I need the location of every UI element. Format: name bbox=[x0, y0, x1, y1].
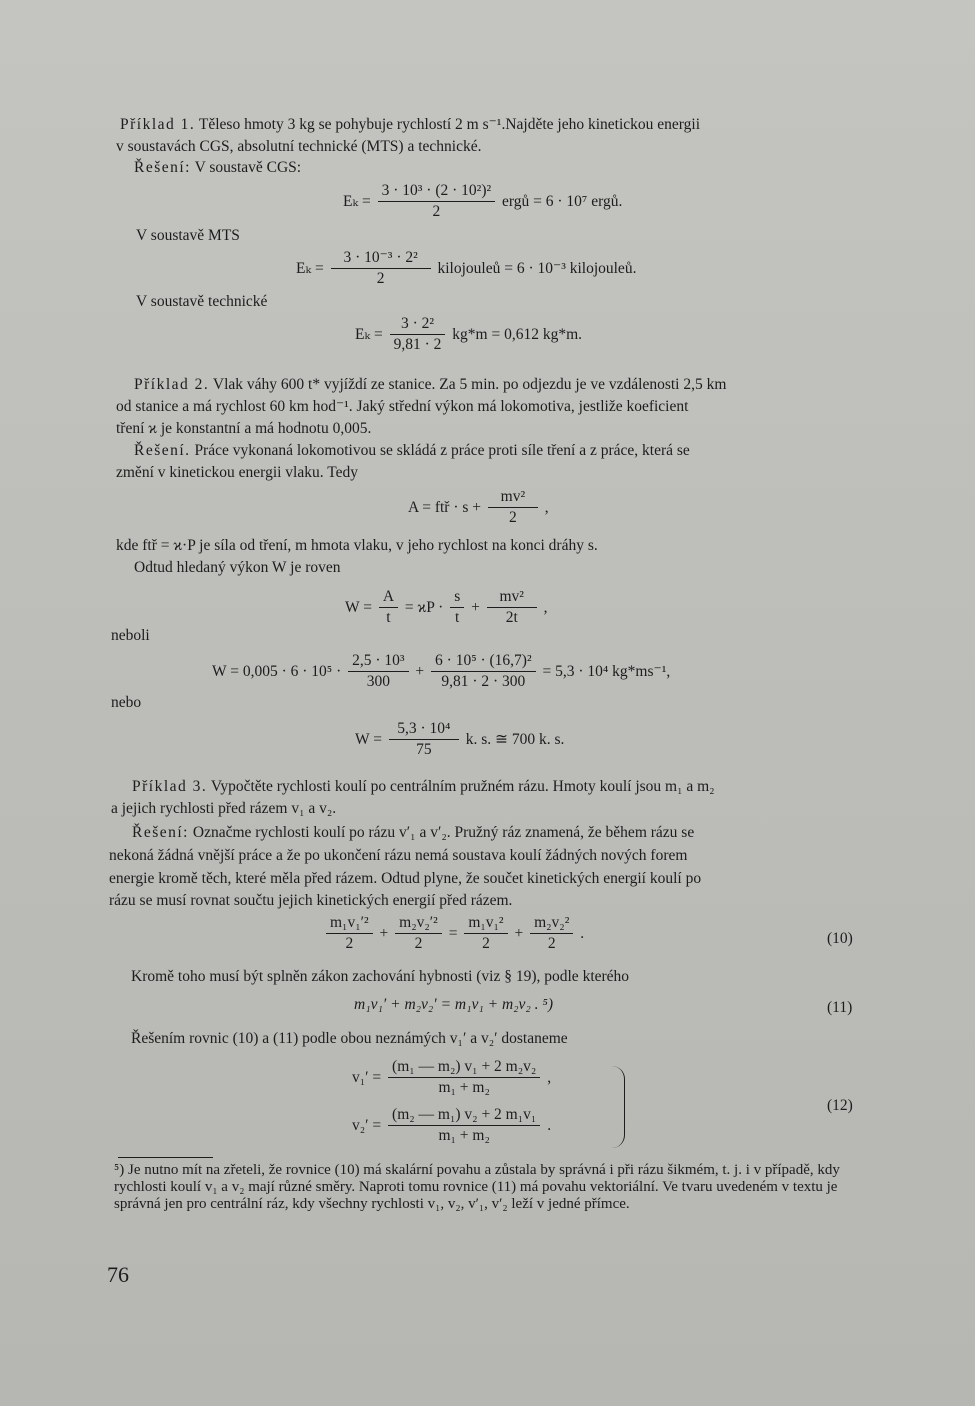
denominator: t bbox=[455, 609, 460, 626]
fraction bbox=[388, 1058, 540, 1097]
denominator: 9,81 · 2 · 300 bbox=[441, 673, 526, 690]
eq-12-number: (12) bbox=[827, 1097, 853, 1114]
eq-rhs: = 5,3 · 10⁴ kg*ms⁻¹, bbox=[542, 663, 671, 680]
eq-rhs: kilojouleů = 6 · 10⁻³ kilojouleů. bbox=[437, 259, 637, 277]
denominator: 2 bbox=[345, 935, 354, 952]
ex2-line-1 bbox=[134, 374, 726, 396]
eq-end: , bbox=[543, 598, 548, 616]
ex1-line-1 bbox=[120, 114, 700, 136]
fraction bbox=[488, 488, 538, 527]
denominator: 2 bbox=[509, 509, 517, 526]
eq-end: , bbox=[544, 498, 549, 516]
denominator: 2 bbox=[414, 935, 423, 952]
denominator: 2 bbox=[432, 203, 441, 220]
eq-lhs: Eₖ = bbox=[296, 259, 324, 277]
plus: + bbox=[471, 598, 480, 616]
ex2-solution-label: Řešení. bbox=[134, 442, 191, 459]
plus: + bbox=[379, 924, 389, 942]
ex3-line-2: a jejich rychlosti před rázem v₁ a v₂. bbox=[111, 800, 337, 817]
ex2-solution-line-1 bbox=[134, 440, 690, 462]
denominator: m₁ + m₂ bbox=[438, 1127, 490, 1144]
ex1-solution-text: V soustavě CGS: bbox=[194, 159, 302, 176]
eq-mid: = ϰP · bbox=[404, 598, 444, 616]
fraction bbox=[388, 1106, 540, 1145]
eq-rhs: ergů = 6 · 10⁷ ergů. bbox=[502, 192, 623, 210]
equals: = bbox=[448, 924, 458, 942]
ex2-label: Příklad 2. bbox=[134, 376, 210, 393]
eq-rhs: kg*m = 0,612 kg*m. bbox=[452, 325, 583, 343]
numerator: m₂v₂′² bbox=[395, 914, 442, 934]
ex3-krome: Kromě toho musí být splněn zákon zachování hybnosti (viz § 19), podle kterého bbox=[131, 968, 630, 985]
ex2-line-2: od stanice a má rychlost 60 km hod⁻¹. Jaký střední výkon má lokomotiva, jestliže koeficient bbox=[116, 398, 689, 415]
fraction bbox=[395, 914, 442, 953]
ex1-label: Příklad 1. bbox=[120, 116, 196, 133]
eq-11: m₁v₁′ + m₂v₂′ = m₁v₁ + m₂v₂ . ⁵) bbox=[354, 996, 553, 1013]
eq-10-number: (10) bbox=[827, 930, 853, 947]
ex3-solution-line-3: energie kromě těch, které měla před rázem. Odtud plyne, že součet kinetických energií koulí po bbox=[109, 870, 702, 887]
ex1-mts-label: V soustavě MTS bbox=[136, 227, 240, 244]
ex2-nebo: nebo bbox=[111, 694, 142, 711]
eq-lhs: W = bbox=[355, 730, 382, 748]
eq-end: . bbox=[580, 924, 585, 942]
ex3-line-1 bbox=[132, 776, 715, 798]
eq-lhs: Eₖ = bbox=[343, 193, 371, 210]
fraction bbox=[378, 182, 496, 221]
numerator: 3 · 10⁻³ · 2² bbox=[331, 248, 431, 269]
fraction bbox=[389, 720, 459, 759]
eq-end: . bbox=[547, 1116, 552, 1134]
eq-rhs: k. s. ≅ 700 k. s. bbox=[465, 731, 565, 748]
eq-lhs: Eₖ = bbox=[355, 326, 383, 343]
ex2-eq-hp bbox=[355, 720, 564, 759]
ex2-neboli: neboli bbox=[111, 627, 150, 644]
ex2-eq-work bbox=[408, 488, 549, 527]
eq-lhs: W = 0,005 · 6 · 10⁵ · bbox=[212, 662, 342, 680]
eq-12a bbox=[352, 1058, 551, 1097]
ex2-solution-line-2: změní v kinetickou energii vlaku. Tedy bbox=[116, 464, 358, 481]
ex1-eq-mts bbox=[296, 248, 636, 288]
ex3-solution-line-2: nekoná žádná vnější práce a že po ukončení rázu nemá soustava koulí žádných nových forem bbox=[109, 847, 688, 864]
ex3-reseni-line: Řešením rovnic (10) a (11) podle obou neznámých v₁′ a v₂′ dostaneme bbox=[131, 1030, 568, 1047]
ex1-solution-line bbox=[134, 157, 301, 179]
denominator: 2t bbox=[505, 609, 518, 626]
fraction bbox=[379, 588, 398, 627]
eq-lhs: W = bbox=[345, 598, 372, 616]
denominator: 2 bbox=[547, 935, 556, 952]
ex3-solution-text: Označme rychlosti koulí po rázu v′₁ a v′₂. Pružný ráz znamená, že během rázu se bbox=[192, 824, 695, 841]
ex3-label: Příklad 3. bbox=[132, 778, 208, 795]
ex2-odtud: Odtud hledaný výkon W je roven bbox=[134, 559, 341, 576]
fraction bbox=[348, 652, 408, 691]
ex1-eq-tech bbox=[355, 315, 582, 354]
numerator: A bbox=[379, 588, 398, 608]
fraction bbox=[450, 588, 464, 627]
eq-12b bbox=[352, 1106, 551, 1145]
numerator: m₁v₁² bbox=[464, 914, 507, 934]
denominator: t bbox=[386, 609, 391, 626]
ex2-line-3: tření ϰ je konstantní a má hodnotu 0,005. bbox=[116, 420, 372, 437]
ex2-solution-text: Práce vykonaná lokomotivou se skládá z práce proti síle tření a z práce, která se bbox=[194, 442, 690, 459]
ex1-text-1: Těleso hmoty 3 kg se pohybuje rychlostí 2 m s⁻¹.Najděte jeho kinetickou energii bbox=[198, 116, 701, 133]
footnote bbox=[114, 1162, 859, 1213]
ex2-text-1: Vlak váhy 600 t* vyjíždí ze stanice. Za 5 min. po odjezdu je ve vzdálenosti 2,5 km bbox=[212, 376, 727, 393]
ex2-eq-power bbox=[345, 588, 547, 627]
denominator: 9,81 · 2 bbox=[393, 336, 442, 353]
plus: + bbox=[514, 924, 524, 942]
eq-10 bbox=[323, 914, 584, 953]
ex2-eq-power-numeric bbox=[212, 652, 670, 691]
ex1-solution-label: Řešení: bbox=[134, 159, 191, 176]
numerator: 3 · 10³ · (2 · 10²)² bbox=[378, 182, 496, 202]
numerator: m₁v₁′² bbox=[326, 914, 373, 934]
numerator: s bbox=[450, 588, 464, 608]
denominator: 75 bbox=[416, 741, 432, 758]
ex1-line-2: v soustavách CGS, absolutní technické (MTS) a technické. bbox=[116, 138, 482, 155]
denominator: m₁ + m₂ bbox=[438, 1079, 490, 1096]
denominator: 2 bbox=[376, 270, 385, 287]
numerator: mv² bbox=[487, 588, 537, 608]
fraction bbox=[331, 248, 431, 288]
numerator: m₂v₂² bbox=[530, 914, 573, 934]
numerator: (m₁ — m₂) v₁ + 2 m₂v₂ bbox=[388, 1058, 540, 1078]
ex1-eq-cgs bbox=[343, 182, 622, 221]
footnote-mark: ⁵) bbox=[114, 1162, 125, 1178]
plus: + bbox=[415, 662, 425, 680]
fraction bbox=[530, 914, 573, 953]
numerator: 2,5 · 10³ bbox=[348, 652, 408, 672]
right-brace bbox=[612, 1066, 625, 1148]
ex3-solution-label: Řešení: bbox=[132, 824, 189, 841]
footnote-text: Je nutno mít na zřeteli, že rovnice (10) má skalární povahu a zůstala by správná i při rázu šikmém, t. j. i v případě, kdy rychlosti koulí v₁ a v₂ mají různé směry. Naproti tomu rovnice (11) má povahu vektoriální. Ve tvaru uvedeném v textu je správná jen pro centrální ráz, kdy všechny rychlosti v₁, v₂, v′₁, v′₂ leží v jedné přímce. bbox=[114, 1162, 840, 1212]
numerator: (m₂ — m₁) v₂ + 2 m₁v₁ bbox=[388, 1106, 540, 1126]
denominator: 300 bbox=[366, 673, 390, 690]
eq-lhs: v₁′ = bbox=[352, 1068, 382, 1086]
ex3-solution-line-1 bbox=[132, 822, 694, 844]
numerator: 3 · 2² bbox=[390, 315, 446, 335]
eq-11-number: (11) bbox=[827, 999, 853, 1016]
eq-lhs: v₂′ = bbox=[352, 1116, 382, 1134]
ex1-tech-label: V soustavě technické bbox=[136, 293, 268, 310]
fraction bbox=[487, 588, 537, 627]
denominator: 2 bbox=[482, 935, 490, 952]
fraction bbox=[464, 914, 507, 953]
numerator: 5,3 · 10⁴ bbox=[389, 720, 459, 740]
page-number: 76 bbox=[107, 1262, 129, 1287]
numerator: 6 · 10⁵ · (16,7)² bbox=[431, 652, 536, 672]
numerator: mv² bbox=[488, 488, 538, 508]
ex3-solution-line-4: rázu se musí rovnat součtu jejich kinetických energií před rázem. bbox=[109, 892, 513, 909]
ex3-text-1: Vypočtěte rychlosti koulí po centrálním pružném rázu. Hmoty koulí jsou m₁ a m₂ bbox=[210, 778, 715, 795]
fraction bbox=[326, 914, 373, 953]
fraction bbox=[390, 315, 446, 354]
eq-lhs: A = ftř · s + bbox=[408, 498, 482, 516]
fraction bbox=[431, 652, 536, 691]
eq-end: , bbox=[547, 1068, 552, 1086]
ex2-where: kde ftř = ϰ·P je síla od tření, m hmota vlaku, v jeho rychlost na konci dráhy s. bbox=[116, 537, 598, 554]
footnote-rule bbox=[118, 1157, 213, 1158]
